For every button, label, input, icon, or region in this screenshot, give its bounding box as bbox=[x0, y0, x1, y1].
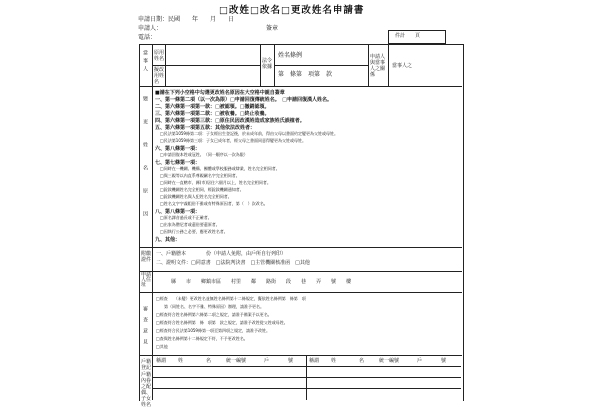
reason-item[interactable]: □出家為僧尼者或還俗要還原者。 bbox=[160, 222, 220, 227]
household-member-label: 戶籍內眷之配偶、子女姓名 bbox=[141, 372, 152, 408]
col-id-number: 統一編號 bbox=[226, 358, 247, 364]
attachments-side-label: 附繳證件 bbox=[141, 251, 152, 263]
review-side-label: 審查意見 bbox=[142, 306, 148, 350]
col-surname: 姓 bbox=[178, 358, 184, 364]
review-item[interactable]: □其他 bbox=[156, 344, 168, 349]
review-list bbox=[156, 296, 460, 352]
reason-item[interactable]: □銓敘機關姓名完全相同，經銓敘機關通知者。 bbox=[160, 187, 244, 192]
reason-list bbox=[155, 89, 460, 243]
reason-item[interactable]: 一、第一條第二項（以一次為限）□申請回復傳統姓名。 □申請回復漢人姓名。 bbox=[155, 97, 332, 103]
relation-field[interactable]: 當事人之 bbox=[392, 63, 413, 69]
reason-item[interactable]: □姓名文字字義粗俗不雅或有特殊原因者，第（ ）次改名。 bbox=[160, 201, 268, 206]
after-name-label: 擬改用姓名 bbox=[154, 67, 165, 85]
household-header-left bbox=[154, 358, 306, 366]
reason-item: 八、第八條第一項： bbox=[155, 209, 201, 215]
after-name-field[interactable] bbox=[166, 66, 259, 85]
attachment-line-2[interactable]: 二、證明文件：□同意書 □法院判決書 □主管機關核准函 □其他 bbox=[156, 260, 310, 266]
col-household: 戶 bbox=[264, 358, 270, 364]
review-item: 第（同姓名、名字不雅、特殊原因）辦理，請准予更名。 bbox=[156, 304, 264, 309]
reason-side-label: 變更姓名原因 bbox=[142, 96, 148, 234]
orig-name-label: 原用姓名 bbox=[154, 50, 165, 62]
reason-item[interactable]: □與三親等以內直系尊親屬名字完全相同者。 bbox=[160, 173, 240, 178]
phone-label: 電話： bbox=[138, 34, 157, 41]
col-title: 稱謂 bbox=[309, 358, 320, 364]
attachment-line-1[interactable]: 一、戶籍謄本 份（申請人免附，由戶所自行列印） bbox=[156, 251, 287, 257]
seal-label: 簽章 bbox=[266, 25, 279, 32]
reason-item[interactable]: □同時在一直轄市、縣(市)居住六個月以上，姓名完全相同者。 bbox=[160, 180, 271, 185]
reason-item[interactable]: □原名譯音過長或不正確者。 bbox=[160, 215, 212, 220]
orig-name-field[interactable] bbox=[166, 45, 259, 64]
col-number: 號 bbox=[441, 358, 447, 364]
reason-item[interactable]: □因執行公務之必要，應更改姓名者。 bbox=[160, 229, 228, 234]
address-side-label: 申請人住址 bbox=[141, 272, 152, 288]
household-side-label: 戶籍登記 bbox=[141, 359, 152, 371]
applicant-label: 申請人： bbox=[138, 25, 163, 32]
address-field[interactable]: 縣 市 鄉鎮市區 村里 鄰 路街 段 巷 弄 號 樓 bbox=[156, 279, 352, 285]
reason-item[interactable]: 二、第六條第一項第一款：□被認領。□撤銷認領。 bbox=[155, 104, 270, 110]
reason-item[interactable]: 九、其他： bbox=[155, 237, 181, 243]
reason-item[interactable]: □銓敘機關姓名與人犯姓名完全相同者。 bbox=[160, 194, 232, 199]
reason-item[interactable]: 三、第六條第一項第二款：□被收養。□終止收養。 bbox=[155, 111, 270, 117]
law-article-field[interactable]: 第 條第 項第 款 bbox=[278, 71, 333, 78]
law-name: 姓名條例 bbox=[278, 52, 303, 59]
reason-item[interactable]: □民法第1059條第三項：子女已成年者，經父母之書面同意得變更為父姓或母姓。 bbox=[160, 138, 306, 143]
parties-side-label: 當事人 bbox=[142, 50, 148, 74]
col-given-name: 名 bbox=[359, 358, 365, 364]
reason-item: 六、第八條第一項： bbox=[155, 146, 201, 152]
col-given-name: 名 bbox=[206, 358, 212, 364]
household-row[interactable] bbox=[153, 389, 461, 399]
reason-item[interactable]: □民法第1059條第二項：子女經出生登記後，於未成年前，得由父母以書面約定變更為父姓或母姓。 bbox=[160, 131, 338, 136]
reason-item[interactable]: □申請回復本姓或冠姓。（同一順序以一次為限） bbox=[160, 152, 248, 157]
reason-item[interactable]: 四、第六條第一項第三款：□原住民因改漢姓造成家族姓氏誤植者。 bbox=[155, 118, 305, 124]
relation-label: 申請人與當事人之關係 bbox=[370, 54, 386, 78]
col-surname: 姓 bbox=[331, 358, 337, 364]
review-item[interactable]: □查與姓名條例第十二條規定不符，不予更改姓名。 bbox=[156, 336, 248, 341]
side-column-divider bbox=[152, 44, 153, 400]
col-id-number: 統一編號 bbox=[379, 358, 400, 364]
household-row[interactable] bbox=[153, 378, 461, 388]
form-title: □改姓□改名□更改姓名申請書 bbox=[219, 5, 365, 16]
page-count-label: 件計 頁 bbox=[395, 33, 421, 39]
page-count-box bbox=[388, 30, 446, 44]
review-item[interactable]: □經查符合姓名條例第六條第二項之規定，請准予備案予以更名。 bbox=[156, 312, 272, 317]
review-item[interactable]: □經查符合民法第1059條第一項至第四項之規定，請准予改姓。 bbox=[156, 328, 270, 333]
reason-item: 七、第七條第一項： bbox=[155, 160, 201, 166]
reason-item[interactable]: □同時在一機關、機構、團體或學校服務或肄業，姓名完全相同者。 bbox=[160, 166, 280, 171]
household-header-right bbox=[307, 358, 460, 366]
col-household: 戶 bbox=[417, 358, 423, 364]
application-date: 申請日期：民國 年 月 日 bbox=[138, 16, 235, 23]
review-item[interactable]: □經查 （未變）更改姓名並無姓名條例第十二條規定，擬依姓名條例第 條第 項 bbox=[156, 296, 306, 301]
col-number: 號 bbox=[288, 358, 294, 364]
law-basis-label: 法令依據 bbox=[262, 58, 273, 70]
col-title: 稱謂 bbox=[156, 358, 167, 364]
reason-item: 五、第六條第一項第五款：其他依法改姓者： bbox=[155, 125, 256, 131]
review-item[interactable]: □經查符合姓名條例第 條 項第 款之規定，請准予改姓從父姓或母姓。 bbox=[156, 320, 288, 325]
reason-instruction: ■請在下列小空格中勾選更改姓名原因在大空格中親自簽章 bbox=[155, 90, 285, 96]
household-row[interactable] bbox=[153, 367, 461, 377]
